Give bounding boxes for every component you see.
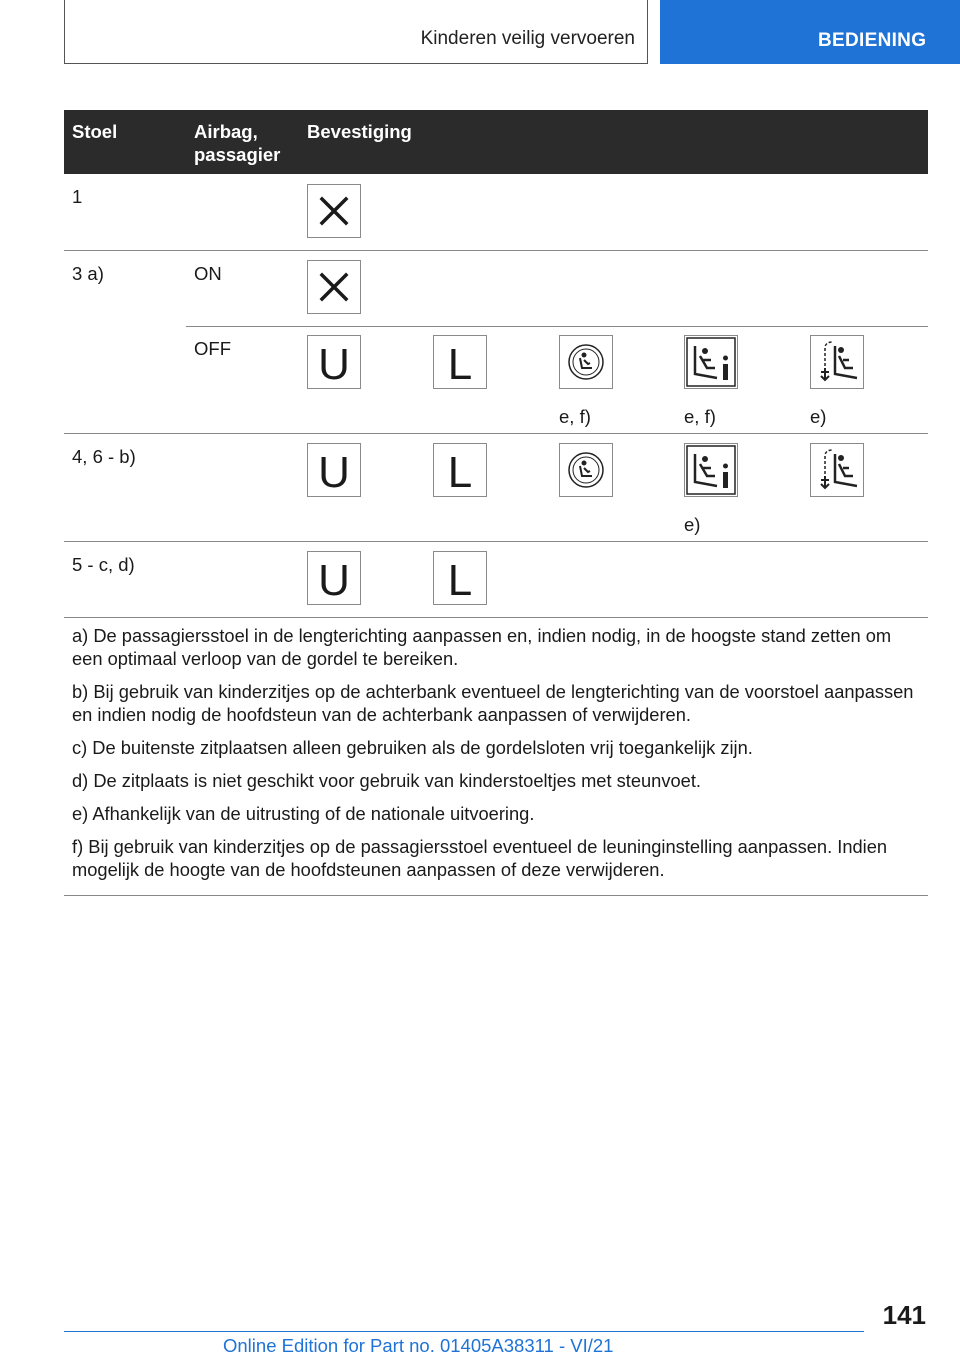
footnote-a: a) De passagiersstoel in de lengterichting aanpassen en, indien nodig, in de hoogste stand zetten om een optimaal verloop van de gordel te bereiken.	[72, 625, 892, 669]
universal-glyph: U	[318, 340, 350, 388]
footnote-c: c) De buitenste zitplaatsen alleen gebruiken als de gordelsloten vrij toegankelijk zijn.	[72, 737, 753, 758]
semi-universal-glyph: L	[447, 556, 473, 604]
footnote-f: f) Bij gebruik van kinderzitjes op de passagiersstoel eventueel de leuninginstelling aanpassen. Indien mogelijk de hoogte van de hoofdsteunen aanpassen of deze verwijderen.	[72, 836, 888, 880]
chapter-header	[64, 0, 648, 64]
section-tab	[660, 0, 960, 64]
section-title: BEDIENING	[818, 30, 927, 51]
seat-cell: 4, 6 - b)	[72, 446, 136, 467]
chapter-title: Kinderen veilig vervoeren	[420, 28, 635, 49]
universal-glyph: U	[318, 448, 350, 496]
isofix-icon	[684, 335, 738, 389]
footer-edition: Online Edition for Part no. 01405A38311 - VI/21	[223, 1335, 614, 1356]
footnotes	[64, 616, 928, 896]
airbag-cell: ON	[194, 263, 222, 284]
footnote-ref: e)	[810, 406, 827, 427]
i-size-icon	[559, 443, 613, 497]
semi-universal-l-icon	[433, 551, 487, 605]
footnote-e: e) Afhankelijk van de uitrusting of de nationale uitvoering.	[72, 803, 535, 824]
footnote-ref: e)	[684, 514, 701, 535]
top-tether-icon	[810, 335, 864, 389]
not-allowed-icon	[307, 184, 361, 238]
universal-glyph: U	[318, 556, 350, 604]
seat-cell: 5 - c, d)	[72, 554, 135, 575]
i-size-icon	[559, 335, 613, 389]
column-header-bevestiging: Bevestiging	[307, 121, 412, 142]
isofix-icon	[684, 443, 738, 497]
universal-u-icon	[307, 551, 361, 605]
semi-universal-l-icon	[433, 443, 487, 497]
table-row	[64, 174, 928, 251]
column-header-airbag: Airbag, passagier	[194, 121, 281, 165]
airbag-cell: OFF	[194, 338, 231, 359]
footnote-ref: e, f)	[559, 406, 591, 427]
table-row	[64, 434, 928, 542]
footnote-ref: e, f)	[684, 406, 716, 427]
footer-rule	[64, 1331, 864, 1332]
footnote-b: b) Bij gebruik van kinderzitjes op de achterbank eventueel de lengterichting van de voorstoel aanpassen en indien nodig de hoofdsteun van de achterbank aanpassen of verwijderen.	[72, 681, 914, 725]
airbag-off-subrow	[186, 326, 928, 433]
not-allowed-icon	[307, 260, 361, 314]
page-number: 141	[882, 1300, 926, 1330]
table-row	[64, 251, 928, 434]
semi-universal-glyph: L	[447, 448, 473, 496]
table-header	[64, 110, 928, 174]
semi-universal-l-icon	[433, 335, 487, 389]
top-tether-icon	[810, 443, 864, 497]
seat-cell: 1	[72, 186, 83, 207]
universal-u-icon	[307, 443, 361, 497]
table-row	[64, 542, 928, 618]
airbag-on-subrow	[186, 251, 928, 327]
universal-u-icon	[307, 335, 361, 389]
footnote-d: d) De zitplaats is niet geschikt voor gebruik van kinderstoeltjes met steunvoet.	[72, 770, 701, 791]
seat-cell: 3 a)	[72, 263, 104, 284]
column-header-stoel: Stoel	[72, 121, 118, 142]
semi-universal-glyph: L	[447, 340, 473, 388]
child-seat-table	[64, 110, 928, 618]
